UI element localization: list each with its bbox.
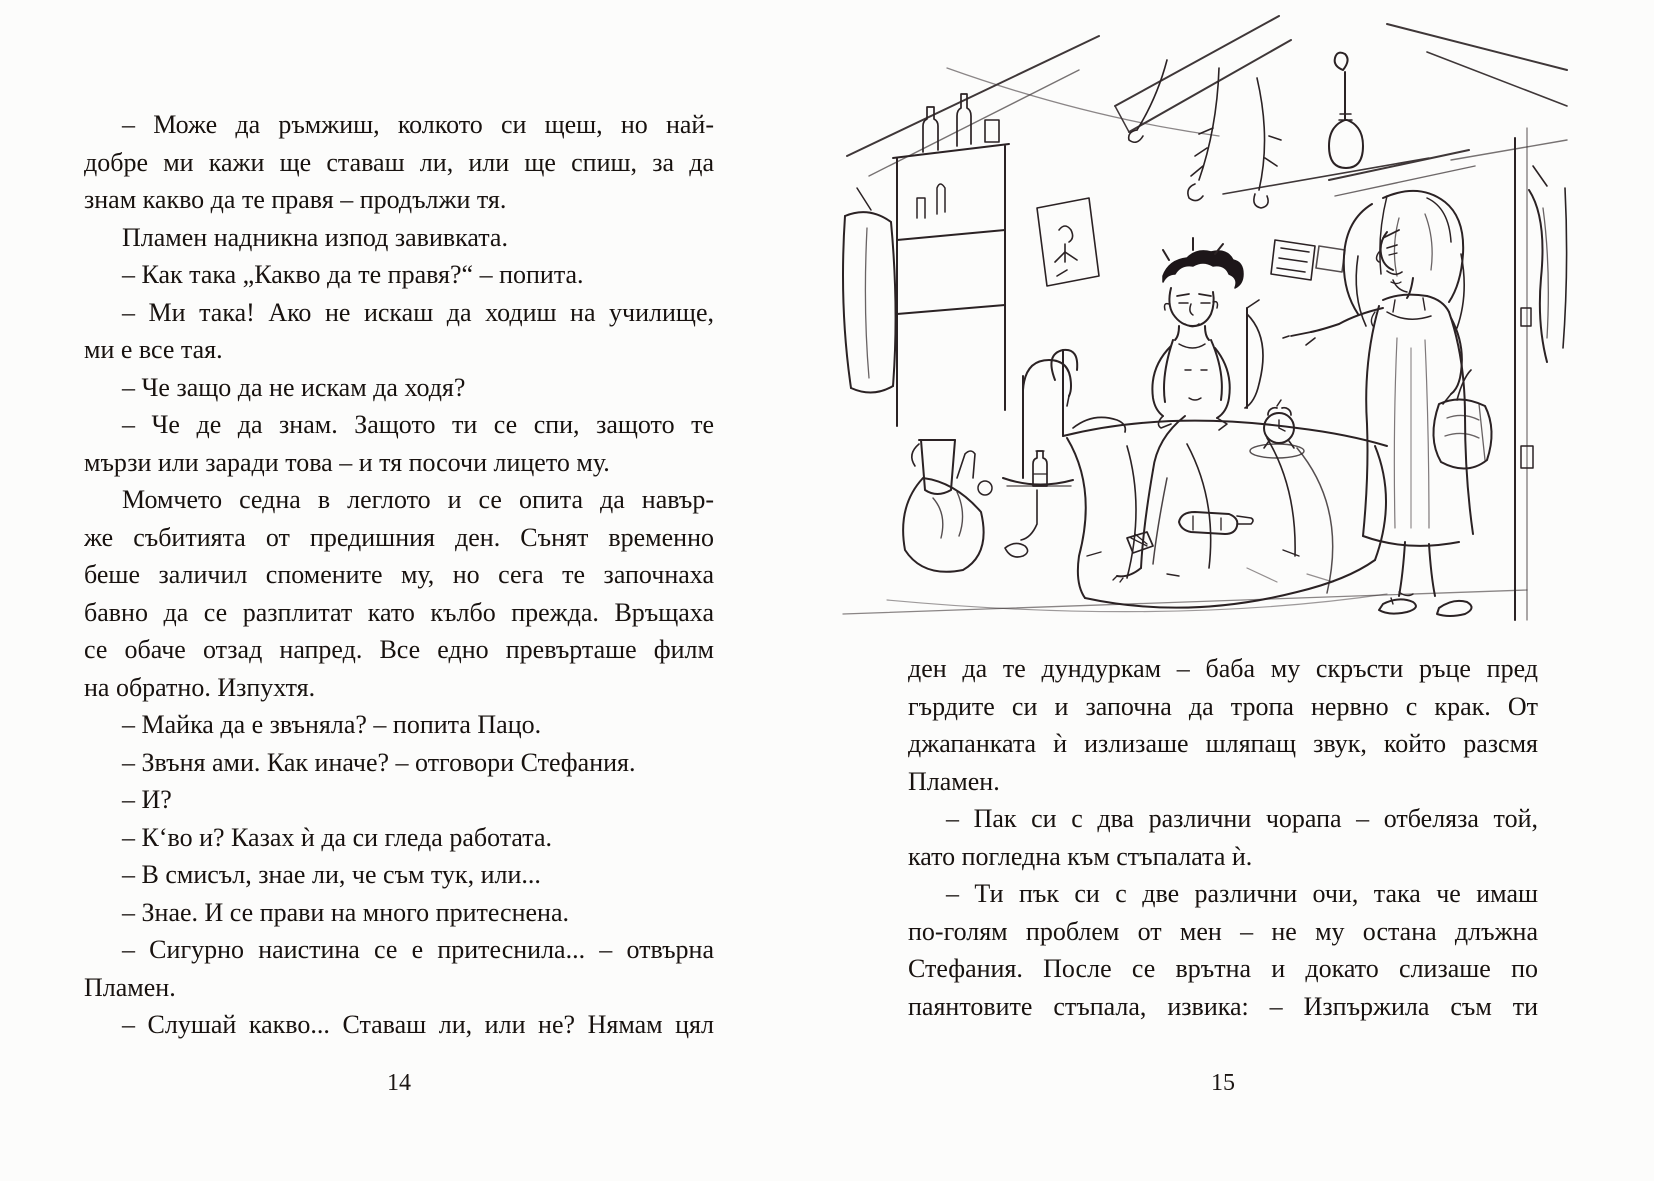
ceiling-beams bbox=[847, 16, 1567, 196]
text-line: беше заличил спомените му, но сега те започнаха bbox=[84, 560, 714, 589]
right-wall bbox=[1515, 128, 1567, 620]
text-line: ден да те дундуркам – баба му скръсти ръце пред bbox=[908, 654, 1538, 683]
text-line: на обратно. Изпухтя. bbox=[84, 672, 316, 702]
text-line: по-голям проблем от мен – не му остана длъжна bbox=[908, 916, 1538, 946]
text-line: Стефания. После се врътна и докато слизаше по bbox=[908, 954, 1538, 983]
wall-posters bbox=[1037, 198, 1345, 286]
text-line: – Че де да знам. Защото ти се спи, защото те bbox=[122, 410, 714, 439]
text-line: знам какво да те правя – продължи тя. bbox=[84, 185, 507, 214]
light-bulb bbox=[1329, 53, 1363, 168]
page-right bbox=[827, 0, 1654, 1181]
room-illustration-svg bbox=[827, 8, 1571, 632]
text-line: – Ти пък си с две различни очи, така че имаш bbox=[946, 879, 1538, 908]
text-line: – В смисъл, знае ли, че съм тук, или... bbox=[122, 860, 541, 889]
text-line: Пламен надникна изпод завивката. bbox=[122, 222, 508, 252]
text-line: – Ми така! Ако не искаш да ходиш на училище, bbox=[122, 297, 714, 327]
text-line: – Пак си с два различни чорапа – отбеляза той, bbox=[946, 804, 1538, 833]
text-line: се обаче отзад напред. Все едно превърташе филм bbox=[84, 635, 714, 664]
page-left-text bbox=[84, 106, 714, 1044]
room-illustration bbox=[827, 8, 1571, 632]
text-line: паянтовите стъпала, извика: – Изпържила съм ти bbox=[908, 991, 1538, 1021]
text-line: – Може да ръмжиш, колкото си щеш, но най- bbox=[122, 110, 714, 139]
text-line: – И? bbox=[122, 785, 172, 814]
page-number-left: 14 bbox=[387, 1070, 411, 1096]
bed-and-boy bbox=[1051, 238, 1387, 608]
text-line: Пламен. bbox=[908, 766, 1000, 796]
text-line: – Сигурно наистина се е притеснила... – отвърна bbox=[122, 935, 714, 964]
text-line: – Слушай какво... Ставаш ли, или не? Нямам цял bbox=[122, 1010, 714, 1039]
text-line: – Майка да е звъняла? – попита Пацо. bbox=[122, 710, 542, 739]
text-line: – Звъня ами. Как иначе? – отговори Стефания. bbox=[122, 747, 636, 777]
text-line: же събитията от предишния ден. Сънят временно bbox=[84, 522, 714, 552]
text-line: – Че защо да не искам да ходя? bbox=[122, 372, 466, 402]
text-line: ми е все тая. bbox=[84, 335, 223, 364]
text-line: Пламен. bbox=[84, 972, 176, 1002]
text-line: бавно да се разплитат като кълбо прежда. Връщаха bbox=[84, 597, 714, 627]
text-line: – К‘во и? Казах ѝ да си гледа работата. bbox=[122, 822, 553, 852]
text-line: джапанката ѝ излизаше шляпащ звук, който разсмя bbox=[908, 729, 1538, 758]
floor-clutter bbox=[843, 451, 1527, 614]
page-right-text bbox=[908, 650, 1538, 1025]
text-line: мързи или заради това – и тя посочи лицето му. bbox=[84, 447, 610, 477]
text-line: добре ми кажи ще ставаш ли, или ще спиш, за да bbox=[84, 147, 714, 177]
page-number-right: 15 bbox=[1211, 1070, 1235, 1096]
text-line: гърдите си и започна да тропа нервно с крак. От bbox=[908, 691, 1538, 721]
text-line: Момчето седна в леглото и се опита да навър- bbox=[122, 485, 714, 514]
text-line: – Как така „Какво да те правя?“ – попита. bbox=[122, 260, 584, 289]
text-line: като погледна към стъпалата ѝ. bbox=[908, 841, 1253, 871]
text-line: – Знае. И се прави на много притеснена. bbox=[122, 897, 570, 927]
